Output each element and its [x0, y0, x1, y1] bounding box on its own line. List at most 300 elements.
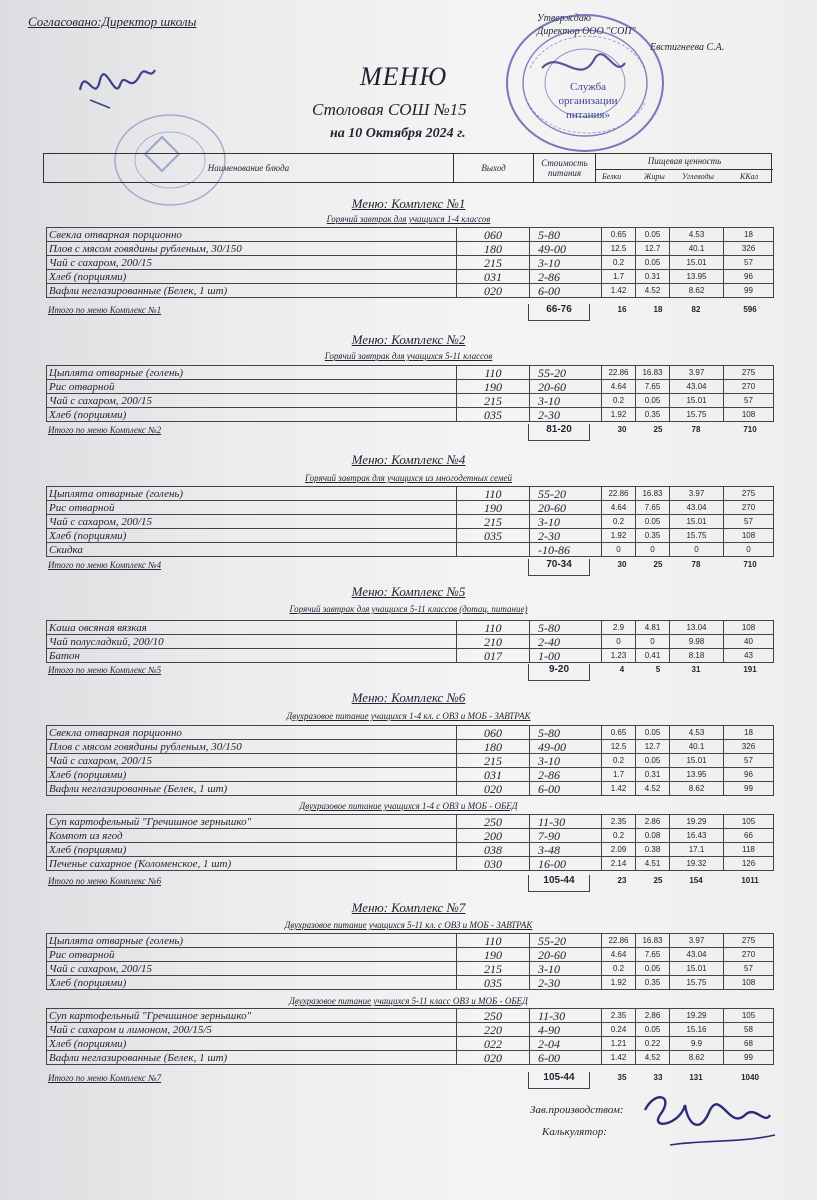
section-subtitle: Горячий завтрак для учащихся 1-4 классов — [326, 214, 491, 224]
dish-output: 038 — [457, 843, 530, 857]
table-row — [47, 962, 774, 976]
table-row — [47, 857, 774, 871]
dish-carbs: 17.1 — [670, 843, 724, 857]
dish-carbs: 16.43 — [670, 829, 724, 843]
col-cost: Стоимость питания — [534, 154, 596, 182]
dish-price: 20-60 — [530, 501, 602, 515]
dish-kcal: 18 — [724, 726, 774, 740]
dish-fats: 16.83 — [636, 934, 670, 948]
total-value: 710 — [743, 560, 757, 569]
dish-name: Плов с мясом говядины рубленым, 30/150 — [47, 740, 457, 754]
table-row — [47, 934, 774, 948]
dish-fats: 0 — [636, 543, 670, 557]
dish-price: 3-10 — [530, 515, 602, 529]
dish-price: -10-86 — [530, 543, 602, 557]
total-value: 5 — [655, 665, 661, 674]
dish-proteins: 2.35 — [602, 815, 636, 829]
total-row — [46, 560, 770, 576]
dish-output: 215 — [457, 754, 530, 768]
dish-proteins: 12.5 — [602, 242, 636, 256]
total-value: 1040 — [741, 1073, 759, 1082]
menu-table — [46, 486, 774, 557]
dish-kcal: 326 — [724, 242, 774, 256]
stamp-text-line: Служба — [569, 81, 607, 93]
dish-kcal: 18 — [724, 228, 774, 242]
dish-name: Свекла отварная порционно — [47, 726, 457, 740]
total-value: 82 — [691, 305, 701, 314]
dish-output: 220 — [457, 1023, 530, 1037]
dish-proteins: 0.65 — [602, 726, 636, 740]
dish-name: Каша овсяная вязкая — [47, 621, 457, 635]
dish-proteins: 2.9 — [602, 621, 636, 635]
col-proteins: Белки — [602, 172, 622, 181]
dish-fats: 0.38 — [636, 843, 670, 857]
dish-price: 2-40 — [530, 635, 602, 649]
table-row — [47, 829, 774, 843]
dish-carbs: 15.01 — [670, 515, 724, 529]
dish-output: 110 — [457, 934, 530, 948]
total-value: 78 — [691, 560, 701, 569]
table-row — [47, 740, 774, 754]
dish-output: 110 — [457, 621, 530, 635]
table-row — [47, 1009, 774, 1023]
section-title: Меню: Комплекс №4 — [351, 452, 466, 467]
dish-proteins: 0.2 — [602, 829, 636, 843]
dish-fats: 0.05 — [636, 256, 670, 270]
dish-name: Свекла отварная порционно — [47, 228, 457, 242]
dish-output: 020 — [457, 782, 530, 796]
dish-output: 250 — [457, 1009, 530, 1023]
dish-carbs: 40.1 — [670, 242, 724, 256]
dish-price: 7-90 — [530, 829, 602, 843]
dish-carbs: 40.1 — [670, 740, 724, 754]
dish-output — [457, 543, 530, 557]
dish-carbs: 8.62 — [670, 782, 724, 796]
dish-carbs: 43.04 — [670, 948, 724, 962]
dish-price: 2-86 — [530, 270, 602, 284]
table-row — [47, 380, 774, 394]
dish-carbs: 19.29 — [670, 815, 724, 829]
dish-name: Чай с сахаром и лимоном, 200/15/5 — [47, 1023, 457, 1037]
dish-fats: 0 — [636, 635, 670, 649]
dish-fats: 0.31 — [636, 768, 670, 782]
total-label: Итого по меню Комплекс №5 — [48, 665, 162, 675]
section-subtitle: Двухразовое питание учащихся 5-11 кл. с ОВЗ и МОБ - ЗАВТРАК — [284, 920, 533, 930]
table-row — [47, 976, 774, 990]
dish-output: 035 — [457, 408, 530, 422]
dish-name: Компот из ягод — [47, 829, 457, 843]
dish-kcal: 275 — [724, 487, 774, 501]
table-row — [47, 1023, 774, 1037]
dish-kcal: 99 — [724, 782, 774, 796]
dish-fats: 0.35 — [636, 529, 670, 543]
total-value: 191 — [743, 665, 757, 674]
dish-fats: 4.52 — [636, 1051, 670, 1065]
total-price: 105-44 — [528, 1072, 590, 1089]
dish-carbs: 13.95 — [670, 768, 724, 782]
dish-name: Чай с сахаром, 200/15 — [47, 394, 457, 408]
dish-price: 6-00 — [530, 1051, 602, 1065]
dish-kcal: 270 — [724, 501, 774, 515]
dish-name: Вафли неглазированные (Белек, 1 шт) — [47, 1051, 457, 1065]
table-row — [47, 543, 774, 557]
dish-kcal: 43 — [724, 649, 774, 663]
dish-output: 215 — [457, 256, 530, 270]
dish-proteins: 4.64 — [602, 501, 636, 515]
dish-output: 030 — [457, 857, 530, 871]
total-price: 105-44 — [528, 875, 590, 892]
dish-name: Хлеб (порциями) — [47, 529, 457, 543]
dish-output: 215 — [457, 394, 530, 408]
dish-fats: 0.05 — [636, 394, 670, 408]
section-subtitle: Горячий завтрак для учащихся 5-11 классов — [324, 351, 493, 361]
total-row — [46, 665, 770, 681]
menu-date: на 10 Октября 2024 г. — [330, 126, 466, 141]
dish-fats: 16.83 — [636, 487, 670, 501]
dish-proteins: 1.42 — [602, 1051, 636, 1065]
dish-proteins: 22.86 — [602, 487, 636, 501]
total-row — [46, 425, 770, 441]
total-label: Итого по меню Комплекс №2 — [48, 425, 162, 435]
total-price: 9-20 — [528, 664, 590, 681]
dish-price: 55-20 — [530, 366, 602, 380]
dish-price: 5-80 — [530, 228, 602, 242]
dish-output: 060 — [457, 228, 530, 242]
total-price: 81-20 — [528, 424, 590, 441]
total-value: 4 — [619, 665, 625, 674]
dish-kcal: 57 — [724, 754, 774, 768]
total-price: 70-34 — [528, 559, 590, 576]
dish-kcal: 275 — [724, 934, 774, 948]
dish-name: Хлеб (порциями) — [47, 408, 457, 422]
table-row — [47, 1051, 774, 1065]
table-row — [47, 284, 774, 298]
dish-name: Вафли неглазированные (Белек, 1 шт) — [47, 284, 457, 298]
total-value: 16 — [617, 305, 627, 314]
menu-table — [46, 620, 774, 663]
dish-carbs: 15.16 — [670, 1023, 724, 1037]
col-kcal: ККал — [740, 172, 759, 181]
total-value: 596 — [743, 305, 757, 314]
section-subtitle: Двухразовое питание учащихся 5-11 класс ОВЗ и МОБ - ОБЕД — [289, 996, 528, 1006]
dish-proteins: 0.24 — [602, 1023, 636, 1037]
dish-proteins: 22.86 — [602, 934, 636, 948]
column-headers — [43, 153, 772, 183]
page-subtitle: Столовая СОШ №15 — [312, 100, 467, 119]
signer-name: Евстигнеева С.А. — [650, 42, 725, 53]
menu-table — [46, 227, 774, 298]
dish-price: 49-00 — [530, 242, 602, 256]
approval-left: Согласовано:Директор школы — [28, 14, 197, 29]
footer-calculator: Калькулятор: — [542, 1126, 607, 1138]
dish-proteins: 2.14 — [602, 857, 636, 871]
col-nutrition: Пищевая ценность — [596, 154, 773, 170]
section-subtitle: Двухразовое питание учащихся 1-4 с ОВЗ и МОБ - ОБЕД — [299, 801, 518, 811]
dish-output: 250 — [457, 815, 530, 829]
dish-kcal: 57 — [724, 256, 774, 270]
dish-output: 215 — [457, 962, 530, 976]
dish-name: Чай с сахаром, 200/15 — [47, 515, 457, 529]
dish-proteins: 4.64 — [602, 948, 636, 962]
dish-carbs: 3.97 — [670, 487, 724, 501]
menu-table — [46, 1008, 774, 1065]
dish-name: Чай с сахаром, 200/15 — [47, 256, 457, 270]
dish-fats: 16.83 — [636, 366, 670, 380]
dish-carbs: 13.04 — [670, 621, 724, 635]
table-row — [47, 270, 774, 284]
table-row — [47, 649, 774, 663]
dish-proteins: 0 — [602, 635, 636, 649]
table-row — [47, 228, 774, 242]
dish-fats: 0.05 — [636, 1023, 670, 1037]
dish-fats: 7.65 — [636, 501, 670, 515]
total-value: 131 — [689, 1073, 703, 1082]
dish-output: 180 — [457, 740, 530, 754]
dish-price: 55-20 — [530, 934, 602, 948]
dish-name: Цыплята отварные (голень) — [47, 366, 457, 380]
dish-kcal: 99 — [724, 1051, 774, 1065]
dish-fats: 0.31 — [636, 270, 670, 284]
dish-kcal: 118 — [724, 843, 774, 857]
dish-kcal: 108 — [724, 529, 774, 543]
dish-carbs: 19.32 — [670, 857, 724, 871]
table-row — [47, 754, 774, 768]
dish-name: Плов с мясом говядины рубленым, 30/150 — [47, 242, 457, 256]
dish-fats: 0.22 — [636, 1037, 670, 1051]
total-value: 30 — [617, 560, 627, 569]
dish-kcal: 0 — [724, 543, 774, 557]
dish-output: 190 — [457, 380, 530, 394]
dish-proteins: 12.5 — [602, 740, 636, 754]
table-row — [47, 815, 774, 829]
section-subtitle: Горячий завтрак для учащихся из многодетных семей — [305, 473, 512, 483]
dish-carbs: 4.53 — [670, 228, 724, 242]
table-row — [47, 529, 774, 543]
dish-kcal: 126 — [724, 857, 774, 871]
dish-kcal: 68 — [724, 1037, 774, 1051]
dish-proteins: 0.2 — [602, 256, 636, 270]
dish-output: 110 — [457, 366, 530, 380]
dish-proteins: 2.09 — [602, 843, 636, 857]
menu-table — [46, 933, 774, 990]
dish-name: Хлеб (порциями) — [47, 1037, 457, 1051]
dish-carbs: 15.01 — [670, 754, 724, 768]
dish-proteins: 4.64 — [602, 380, 636, 394]
table-row — [47, 843, 774, 857]
total-value: 1011 — [741, 876, 759, 885]
dish-name: Цыплята отварные (голень) — [47, 487, 457, 501]
dish-name: Суп картофельный "Гречишное зернышко" — [47, 815, 457, 829]
footer-production: Зав.производством: — [530, 1104, 624, 1116]
dish-name: Хлеб (порциями) — [47, 768, 457, 782]
dish-fats: 0.35 — [636, 976, 670, 990]
dish-carbs: 13.95 — [670, 270, 724, 284]
dish-kcal: 57 — [724, 515, 774, 529]
dish-proteins: 1.7 — [602, 768, 636, 782]
dish-carbs: 15.75 — [670, 408, 724, 422]
table-row — [47, 501, 774, 515]
dish-kcal: 108 — [724, 408, 774, 422]
table-row — [47, 408, 774, 422]
dish-carbs: 15.01 — [670, 962, 724, 976]
dish-carbs: 4.53 — [670, 726, 724, 740]
dish-proteins: 22.86 — [602, 366, 636, 380]
dish-carbs: 8.62 — [670, 284, 724, 298]
dish-carbs: 3.97 — [670, 934, 724, 948]
total-value: 25 — [653, 876, 663, 885]
dish-proteins: 1.7 — [602, 270, 636, 284]
production-signature-icon — [630, 1085, 780, 1160]
table-row — [47, 726, 774, 740]
total-value: 35 — [617, 1073, 627, 1082]
menu-table — [46, 365, 774, 422]
dish-output: 200 — [457, 829, 530, 843]
dish-carbs: 43.04 — [670, 380, 724, 394]
dish-kcal: 57 — [724, 394, 774, 408]
dish-kcal: 66 — [724, 829, 774, 843]
total-price: 66-76 — [528, 304, 590, 321]
dish-carbs: 8.62 — [670, 1051, 724, 1065]
dish-name: Печенье сахарное (Коломенское, 1 шт) — [47, 857, 457, 871]
dish-price: 2-86 — [530, 768, 602, 782]
dish-price: 1-00 — [530, 649, 602, 663]
dish-price: 20-60 — [530, 380, 602, 394]
dish-output: 190 — [457, 501, 530, 515]
total-label: Итого по меню Комплекс №1 — [48, 305, 162, 315]
dish-price: 2-04 — [530, 1037, 602, 1051]
col-name: Наименование блюда — [44, 154, 454, 182]
dish-price: 2-30 — [530, 976, 602, 990]
dish-output: 215 — [457, 515, 530, 529]
dish-name: Цыплята отварные (голень) — [47, 934, 457, 948]
table-row — [47, 487, 774, 501]
dish-name: Хлеб (порциями) — [47, 976, 457, 990]
dish-kcal: 58 — [724, 1023, 774, 1037]
total-value: 78 — [691, 425, 701, 434]
dish-price: 3-10 — [530, 394, 602, 408]
dish-name: Рис отварной — [47, 948, 457, 962]
dish-name: Чай с сахаром, 200/15 — [47, 754, 457, 768]
dish-proteins: 1.21 — [602, 1037, 636, 1051]
dish-fats: 12.7 — [636, 242, 670, 256]
dish-output: 035 — [457, 976, 530, 990]
dish-kcal: 275 — [724, 366, 774, 380]
total-value: 154 — [689, 876, 703, 885]
dish-price: 5-80 — [530, 621, 602, 635]
dish-fats: 0.05 — [636, 962, 670, 976]
table-row — [47, 394, 774, 408]
dish-output: 190 — [457, 948, 530, 962]
section-title: Меню: Комплекс №2 — [351, 332, 466, 347]
menu-table — [46, 814, 774, 871]
dish-price: 11-30 — [530, 815, 602, 829]
table-row — [47, 1037, 774, 1051]
dish-fats: 4.52 — [636, 284, 670, 298]
dish-proteins: 0 — [602, 543, 636, 557]
dish-output: 180 — [457, 242, 530, 256]
col-carbs: Углеводы — [682, 172, 714, 181]
dish-carbs: 15.75 — [670, 529, 724, 543]
dish-carbs: 15.75 — [670, 976, 724, 990]
dish-fats: 2.86 — [636, 1009, 670, 1023]
dish-proteins: 1.42 — [602, 284, 636, 298]
dish-price: 2-30 — [530, 529, 602, 543]
dish-fats: 0.05 — [636, 228, 670, 242]
dish-output: 035 — [457, 529, 530, 543]
dish-carbs: 15.01 — [670, 256, 724, 270]
dish-fats: 0.35 — [636, 408, 670, 422]
dish-kcal: 270 — [724, 380, 774, 394]
dish-price: 55-20 — [530, 487, 602, 501]
total-label: Итого по меню Комплекс №4 — [48, 560, 162, 570]
dish-name: Чай с сахаром, 200/15 — [47, 962, 457, 976]
dish-price: 3-48 — [530, 843, 602, 857]
dish-kcal: 326 — [724, 740, 774, 754]
total-label: Итого по меню Комплекс №6 — [48, 876, 162, 886]
dish-price: 3-10 — [530, 256, 602, 270]
section-subtitle: Горячий завтрак для учащихся 5-11 классов (дотац. питание) — [289, 604, 528, 614]
table-row — [47, 635, 774, 649]
table-row — [47, 256, 774, 270]
dish-fats: 0.05 — [636, 726, 670, 740]
dish-fats: 4.81 — [636, 621, 670, 635]
dish-output: 017 — [457, 649, 530, 663]
col-fats: Жиры — [644, 172, 665, 181]
dish-proteins: 1.42 — [602, 782, 636, 796]
dish-fats: 2.86 — [636, 815, 670, 829]
dish-name: Вафли неглазированные (Белек, 1 шт) — [47, 782, 457, 796]
round-stamp-icon — [500, 8, 670, 158]
dish-price: 4-90 — [530, 1023, 602, 1037]
table-row — [47, 948, 774, 962]
dish-price: 49-00 — [530, 740, 602, 754]
section-title: Меню: Комплекс №7 — [351, 900, 466, 915]
dish-output: 060 — [457, 726, 530, 740]
section-title: Меню: Комплекс №1 — [351, 196, 466, 211]
total-value: 30 — [617, 425, 627, 434]
dish-name: Чай полусладкий, 200/10 — [47, 635, 457, 649]
total-row — [46, 876, 770, 892]
dish-output: 031 — [457, 270, 530, 284]
stamp-text-line: питания» — [566, 109, 610, 121]
dish-output: 020 — [457, 284, 530, 298]
dish-proteins: 1.92 — [602, 408, 636, 422]
col-output: Выход — [454, 154, 534, 182]
dish-output: 022 — [457, 1037, 530, 1051]
dish-fats: 0.41 — [636, 649, 670, 663]
dish-carbs: 0 — [670, 543, 724, 557]
dish-output: 031 — [457, 768, 530, 782]
dish-kcal: 105 — [724, 815, 774, 829]
dish-price: 2-30 — [530, 408, 602, 422]
dish-kcal: 108 — [724, 976, 774, 990]
dish-kcal: 96 — [724, 768, 774, 782]
dish-fats: 0.05 — [636, 754, 670, 768]
dish-fats: 4.52 — [636, 782, 670, 796]
table-row — [47, 768, 774, 782]
dish-carbs: 19.29 — [670, 1009, 724, 1023]
dish-fats: 0.05 — [636, 515, 670, 529]
dish-price: 16-00 — [530, 857, 602, 871]
dish-fats: 7.65 — [636, 948, 670, 962]
dish-kcal: 105 — [724, 1009, 774, 1023]
dish-name: Рис отварной — [47, 380, 457, 394]
dish-name: Рис отварной — [47, 501, 457, 515]
dish-name: Хлеб (порциями) — [47, 843, 457, 857]
dish-carbs: 9.9 — [670, 1037, 724, 1051]
dish-kcal: 57 — [724, 962, 774, 976]
dish-proteins: 0.2 — [602, 962, 636, 976]
